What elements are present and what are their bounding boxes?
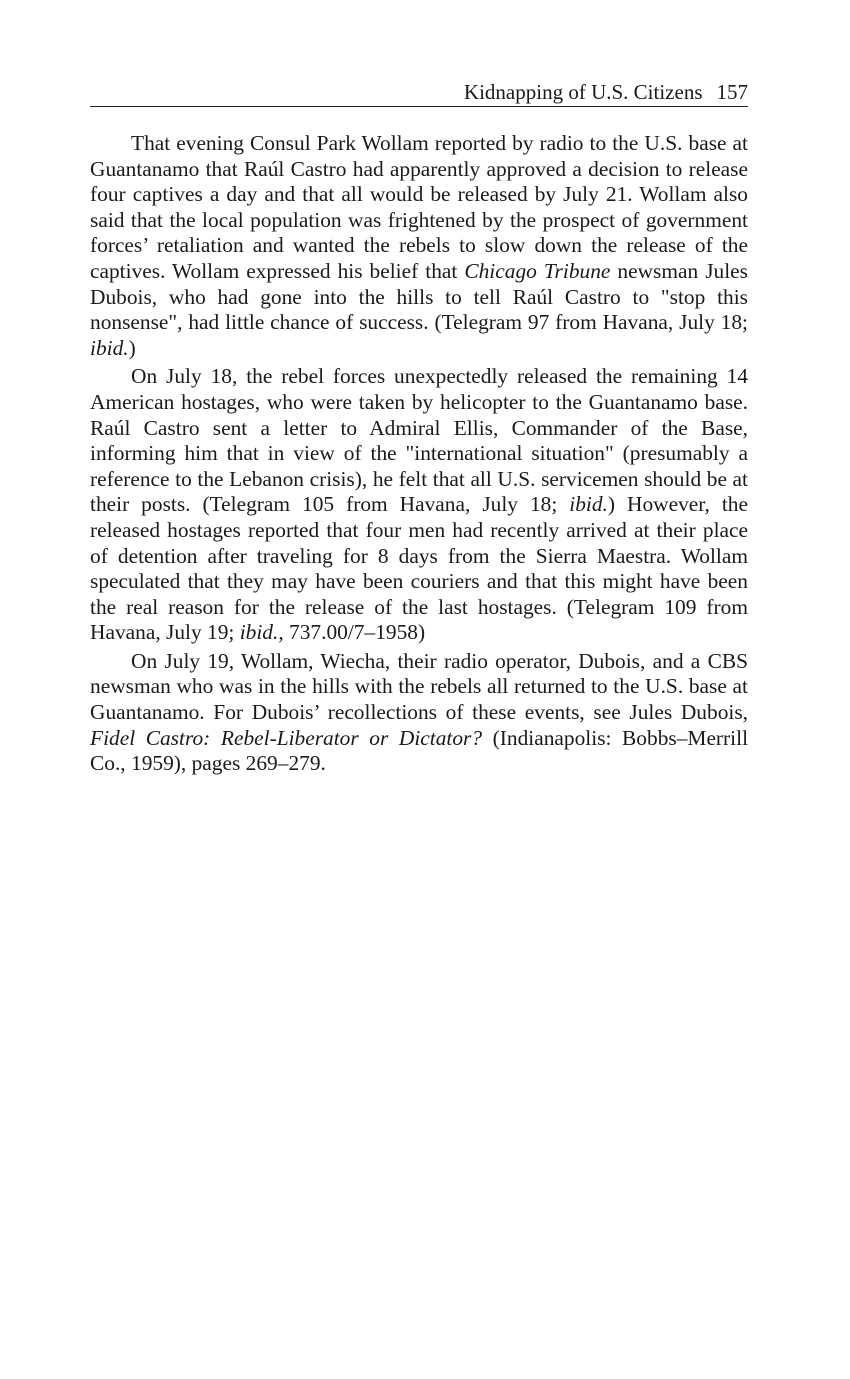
paragraph (90, 131, 748, 361)
italic-citation: ibid., (239, 620, 284, 645)
italic-citation: ibid. (569, 492, 608, 517)
text-run: ) (128, 335, 136, 360)
running-title: Kidnapping of U.S. Citizens (463, 80, 703, 104)
text-run: newsman Jules Dubois, who had gone into the hills to tell Raúl Castro to "stop this nonsense", had little chance of success. (Telegram 97 from Havana, July 18; (90, 258, 748, 335)
text-run: On July 19, Wollam, Wiecha, their radio operator, Dubois, and a CBS newsman who was in the hills with the rebels all returned to the U.S. base at Guantanamo. For Dubois’ recollections of these events, see Jules Dubois, (90, 648, 748, 725)
text-run: (Indianapolis: Bobbs–Merrill Co., 1959), pages 269–279. (90, 725, 749, 776)
text-run: ) However, the released hostages reported that four men had recently arrived at their place of detention after traveling for 8 days from the Sierra Maestra. Wollam speculated that they may have been couriers and that this might have been the real reason for the release of the last hostages. (Telegram 109 from Havana, July 19; (90, 492, 748, 645)
text-run: 737.00/7–1958) (283, 620, 426, 645)
page-number: 157 (716, 80, 748, 104)
running-header (90, 80, 748, 107)
body-text (90, 131, 748, 780)
paragraph (90, 649, 748, 777)
paragraph (90, 364, 748, 646)
italic-citation: ibid. (90, 335, 129, 360)
text-run: On July 18, the rebel forces unexpectedly released the remaining 14 American hostages, who were taken by helicopter to the Guantanamo base. Raúl Castro sent a letter to Admiral Ellis, Commander of the Base, informing him that in view of the "international situation" (presumably a reference to the Lebanon crisis), he felt that all U.S. servicemen should be at their posts. (Telegram 105 from Havana, July 18; (90, 364, 748, 517)
italic-book-title: Fidel Castro: Rebel-Liberator or Dictator? (90, 725, 483, 750)
text-run: That evening Consul Park Wollam reported by radio to the U.S. base at Guantanamo that Raúl Castro had apparently approved a decision to release four captives a day and that all would be released by July 21. Wollam also said that the local population was frightened by the prospect of government forces’ retaliation and wanted the rebels to slow down the release of the captives. Wollam expressed his belief that (90, 131, 748, 283)
italic-title: Chicago Tribune (464, 258, 611, 283)
